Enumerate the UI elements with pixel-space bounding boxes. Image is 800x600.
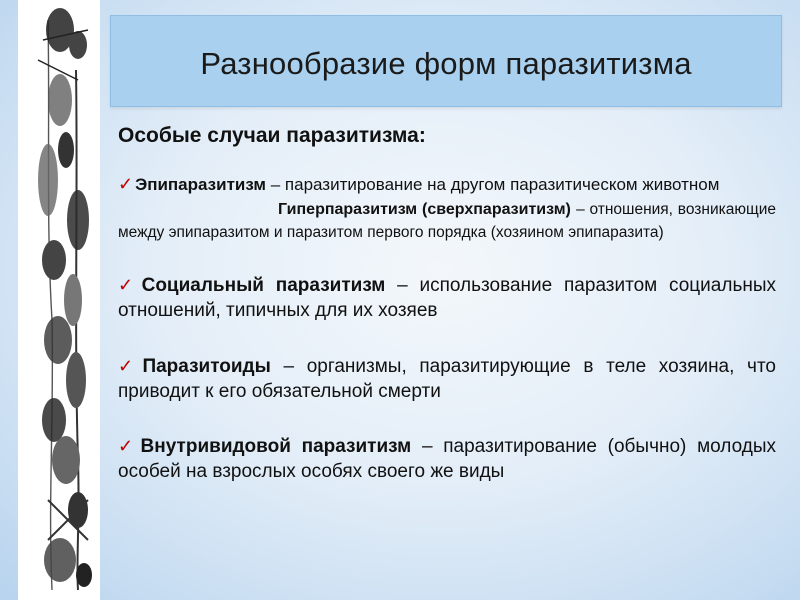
definition-text: – паразитирование (обычно) молодых особей на взрослых особях своего же виды — [118, 436, 776, 482]
list-item-parasitoids — [118, 354, 776, 404]
checkmark-icon: ✓ — [118, 356, 141, 376]
term-label: Внутривидовой паразитизм — [140, 436, 412, 457]
slide-content — [118, 124, 776, 484]
term-label: Гиперпаразитизм (сверхпаразитизм) — [278, 201, 571, 218]
list-item-hyperparasitism — [118, 198, 776, 244]
checkmark-icon: ✓ — [118, 174, 134, 194]
list-item-intraspecific-parasitism — [118, 434, 776, 484]
list-item-social-parasitism — [118, 273, 776, 323]
definition-text: – организмы, паразитирующие в теле хозяина, что приводит к его обязательной смерти — [118, 356, 776, 402]
dash: – — [270, 175, 281, 194]
term-label: Эпипаразитизм — [135, 175, 266, 194]
term-label: Паразитоиды — [142, 356, 271, 377]
list-item-epiparasitism — [118, 172, 776, 197]
slide-subtitle: Особые случаи паразитизма: — [118, 124, 426, 147]
slide-title: Разнообразие форм паразитизма — [200, 46, 692, 81]
definition-text: – отношения, возникающие между эпипаразитом и паразитом первого порядка (хозяином эпипаразита) — [118, 201, 776, 241]
checkmark-icon: ✓ — [118, 275, 140, 295]
definition-text: – использование паразитом социальных отношений, типичных для их хозяев — [118, 275, 777, 321]
parasite-illustration-strip — [18, 0, 100, 600]
term-label: Социальный паразитизм — [141, 275, 386, 296]
title-box — [110, 15, 782, 107]
checkmark-icon: ✓ — [118, 436, 139, 456]
parasite-illustration — [18, 0, 100, 600]
definition-text: паразитирование на другом паразитическом животном — [284, 175, 720, 194]
